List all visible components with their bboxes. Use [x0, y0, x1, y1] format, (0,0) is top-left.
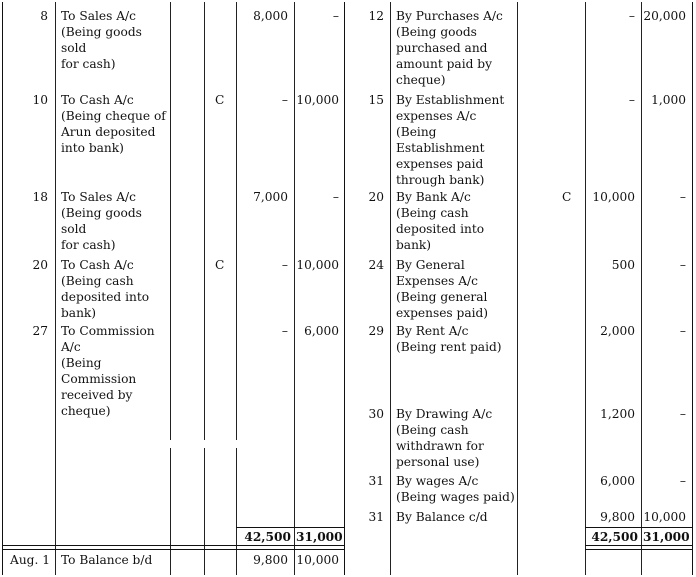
credit-total-cash: 42,500	[591, 530, 638, 544]
debit-particulars: To Sales A/c (Being goods sold for cash)	[61, 9, 142, 71]
period-end-rule-left	[2, 545, 344, 550]
total-double-rule-right	[585, 545, 692, 550]
debit-date: 27	[32, 324, 48, 338]
debit-cash-amount: –	[281, 258, 288, 272]
credit-cash-amount: 1,200	[600, 407, 635, 421]
debit-total-bank: 31,000	[296, 530, 343, 544]
debit-particulars: To Cash A/c (Being cheque of Arun deposited into bank)	[61, 93, 166, 155]
credit-particulars: By Rent A/c (Being rent paid)	[396, 324, 502, 354]
debit-particulars: To Cash A/c (Being cash deposited into bank)	[61, 258, 150, 320]
rule-cr-cash	[641, 2, 642, 575]
debit-cash-amount: –	[281, 324, 288, 338]
opening-particulars: To Balance b/d	[61, 553, 153, 567]
credit-date: 15	[368, 93, 384, 107]
credit-total-bank: 31,000	[643, 530, 690, 544]
credit-bank-amount: –	[679, 474, 686, 488]
credit-date: 30	[368, 407, 384, 421]
credit-date: 31	[368, 510, 384, 524]
debit-particulars: To Commission A/c (Being Commission received by cheque)	[61, 324, 155, 418]
debit-lf: C	[215, 93, 225, 107]
debit-bank-amount: 10,000	[296, 93, 339, 107]
credit-particulars: By Purchases A/c (Being goods purchased and amount paid by cheque)	[396, 9, 503, 87]
credit-particulars: By Balance c/d	[396, 510, 488, 524]
debit-bank-amount: –	[332, 190, 339, 204]
rule-right	[692, 2, 693, 575]
debit-particulars: To Sales A/c (Being goods sold for cash)	[61, 190, 142, 252]
credit-cash-amount: 10,000	[592, 190, 635, 204]
credit-date: 12	[368, 9, 384, 23]
opening-cash: 9,800	[253, 553, 288, 567]
rule-cr-date	[390, 2, 391, 575]
credit-particulars: By Establishment expenses A/c (Being Establishment expenses paid through bank)	[396, 93, 505, 187]
credit-date: 31	[368, 474, 384, 488]
credit-cash-amount: 9,800	[600, 510, 635, 524]
credit-particulars: By General Expenses A/c (Being general expenses paid)	[396, 258, 489, 320]
debit-cash-amount: 8,000	[253, 9, 288, 23]
total-rule-right-top	[585, 527, 692, 528]
rule-dr-lf	[204, 2, 205, 575]
credit-cash-amount: 6,000	[600, 474, 635, 488]
rule-cr-lf	[585, 2, 586, 575]
rule-cr-particulars	[517, 2, 518, 575]
credit-lf: C	[562, 190, 572, 204]
credit-particulars: By wages A/c (Being wages paid)	[396, 474, 515, 504]
rule-left	[2, 2, 3, 575]
credit-bank-amount: 10,000	[643, 510, 686, 524]
rule-dr-date	[55, 2, 56, 575]
credit-bank-amount: 20,000	[643, 9, 686, 23]
credit-particulars: By Bank A/c (Being cash deposited into bank)	[396, 190, 485, 252]
credit-bank-amount: –	[679, 324, 686, 338]
rule-center	[344, 2, 345, 575]
debit-bank-amount: 10,000	[296, 258, 339, 272]
credit-particulars: By Drawing A/c (Being cash withdrawn for personal use)	[396, 407, 493, 469]
debit-date: 10	[32, 93, 48, 107]
credit-bank-amount: 1,000	[651, 93, 686, 107]
debit-total-cash: 42,500	[244, 530, 291, 544]
credit-cash-amount: –	[628, 9, 635, 23]
credit-bank-amount: –	[679, 407, 686, 421]
credit-bank-amount: –	[679, 258, 686, 272]
debit-date: 8	[40, 9, 48, 23]
debit-cash-amount: 7,000	[253, 190, 288, 204]
debit-lf: C	[215, 258, 225, 272]
credit-cash-amount: 2,000	[600, 324, 635, 338]
credit-cash-amount: 500	[611, 258, 635, 272]
opening-date: Aug. 1	[10, 553, 50, 567]
credit-date: 24	[368, 258, 384, 272]
opening-bank: 10,000	[296, 553, 339, 567]
credit-cash-amount: –	[628, 93, 635, 107]
total-rule-left-top	[236, 527, 344, 528]
debit-bank-amount: –	[332, 9, 339, 23]
credit-date: 29	[368, 324, 384, 338]
debit-cash-amount: –	[281, 93, 288, 107]
credit-bank-amount: –	[679, 190, 686, 204]
debit-bank-amount: 6,000	[304, 324, 339, 338]
debit-date: 20	[32, 258, 48, 272]
rule-dr-lf2	[236, 2, 237, 575]
credit-date: 20	[368, 190, 384, 204]
rule-dr-cash	[294, 2, 295, 575]
debit-date: 18	[32, 190, 48, 204]
